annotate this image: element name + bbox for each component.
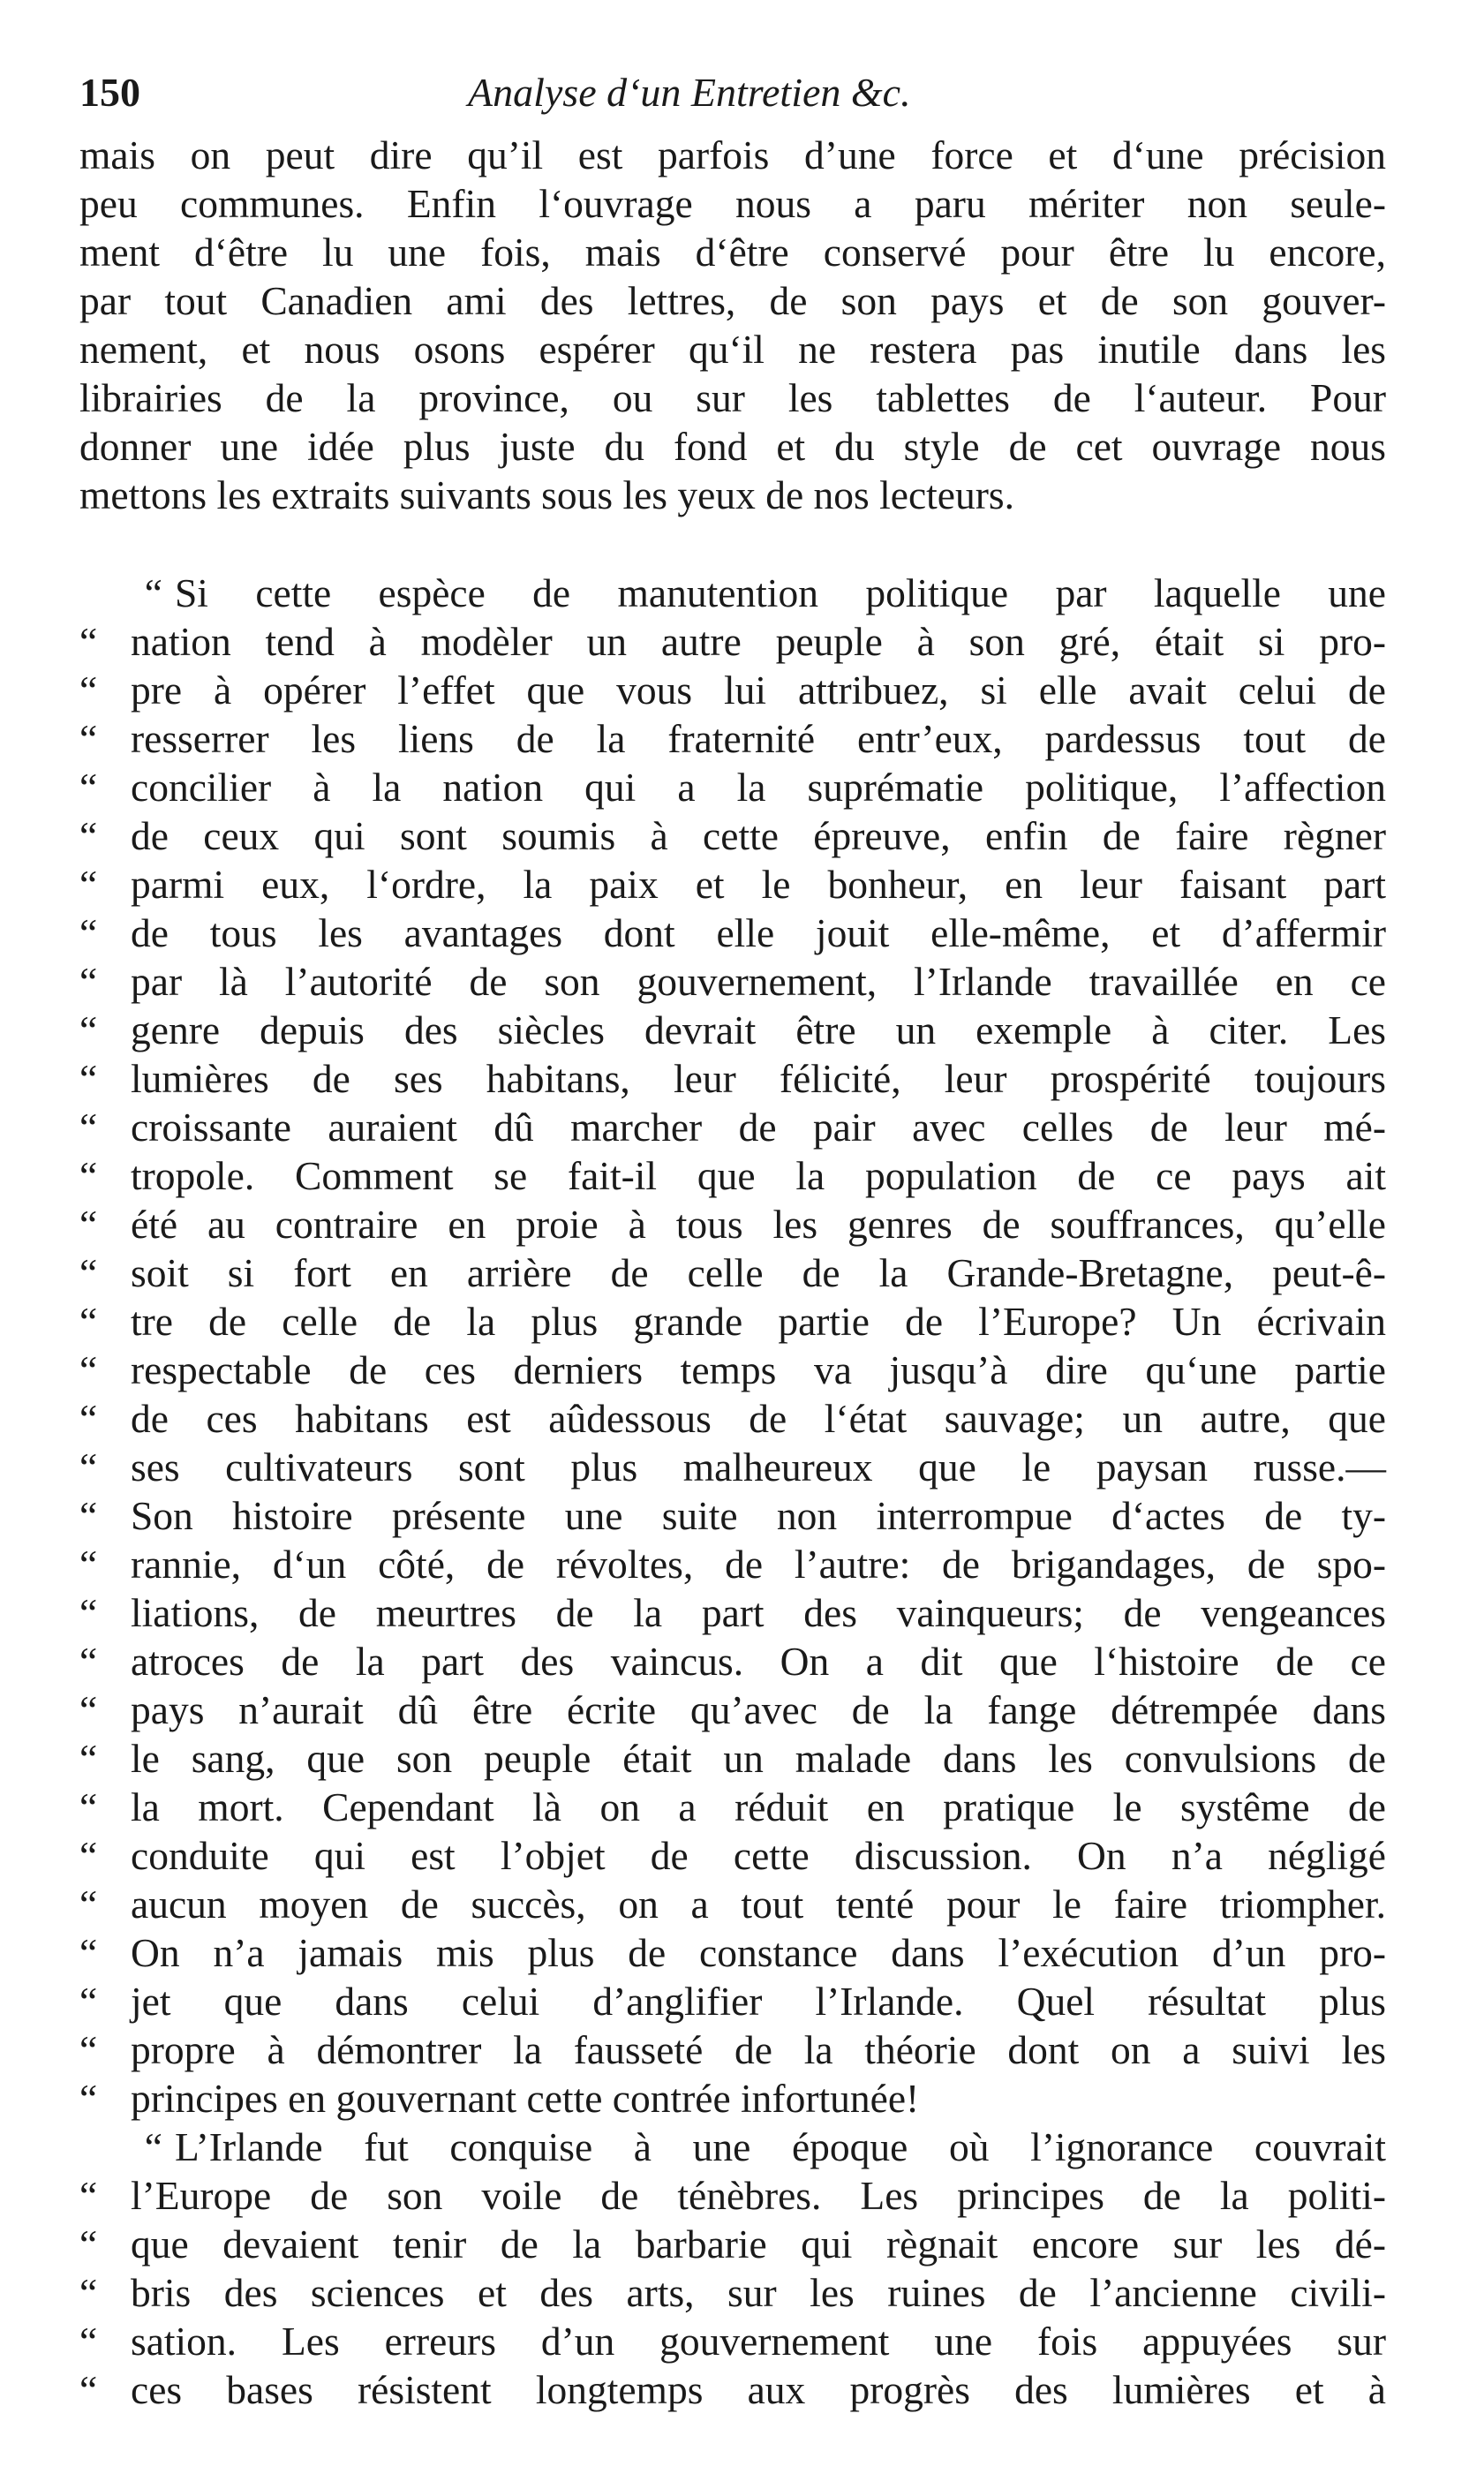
paragraph-gap xyxy=(79,519,1386,569)
quote-mark: “ xyxy=(79,1396,98,1441)
text-line: peu communes. Enfin l‘ouvrage nous a paru mériter non seule- xyxy=(79,181,1386,226)
quote-line xyxy=(79,1394,1386,1443)
quote-text: de ceux qui sont soumis à cette épreuve, enfin de faire règner xyxy=(131,813,1386,858)
quote-text: principes en gouvernant cette contrée infortunée! xyxy=(131,2076,920,2121)
quote-mark: “ xyxy=(79,1056,98,1101)
quote-line xyxy=(79,2365,1386,2414)
quote-mark: “ xyxy=(79,2270,98,2315)
quote-mark: “ xyxy=(79,2319,98,2364)
quote-line xyxy=(79,2268,1386,2317)
text-line: librairies de la province, ou sur les tablettes de l‘auteur. Pour xyxy=(79,375,1386,420)
quote-mark: “ xyxy=(144,570,162,615)
text-line: mais on peut dire qu’il est parfois d’une force et d‘une précision xyxy=(79,132,1386,177)
quote-mark: “ xyxy=(79,1979,98,2024)
quote-text: été au contraire en proie à tous les genres de souffrances, qu’elle xyxy=(131,1202,1386,1247)
quote-line xyxy=(79,957,1386,1006)
quote-text: propre à démontrer la fausseté de la théorie dont on a suivi les xyxy=(131,2027,1386,2072)
text-line: par tout Canadien ami des lettres, de son pays et de son gouver- xyxy=(79,278,1386,323)
quote-mark: “ xyxy=(79,716,98,761)
quote-text: parmi eux, l‘ordre, la paix et le bonheur, en leur faisant part xyxy=(131,862,1386,907)
quote-line xyxy=(79,1248,1386,1297)
quote-mark: “ xyxy=(79,813,98,858)
quote-text: le sang, que son peuple était un malade dans les convulsions de xyxy=(131,1736,1386,1781)
quote-line xyxy=(79,1686,1386,1734)
quote-mark: “ xyxy=(79,1687,98,1732)
quote-text: par là l’autorité de son gouvernement, l’Irlande travaillée en ce xyxy=(131,959,1386,1004)
quote-line xyxy=(79,569,1386,617)
quote-mark: “ xyxy=(79,1250,98,1295)
quote-mark: “ xyxy=(79,1784,98,1829)
text-line: mettons les extraits suivants sous les yeux de nos lecteurs. xyxy=(79,472,1014,517)
quote-mark: “ xyxy=(79,668,98,713)
quote-mark: “ xyxy=(79,1007,98,1052)
quote-line xyxy=(79,811,1386,860)
quote-line xyxy=(79,714,1386,763)
quote-mark: “ xyxy=(79,1347,98,1392)
quote-line xyxy=(79,1880,1386,1928)
quote-text: de ces habitans est aûdessous de l‘état sauvage; un autre, que xyxy=(131,1396,1386,1441)
quote-line xyxy=(79,1443,1386,1491)
quote-text: nation tend à modèler un autre peuple à son gré, était si pro- xyxy=(131,619,1386,664)
quote-line xyxy=(79,1831,1386,1880)
quote-mark: “ xyxy=(79,2367,98,2412)
quote-mark: “ xyxy=(79,1882,98,1927)
quote-line xyxy=(79,2171,1386,2220)
quote-mark: “ xyxy=(79,1736,98,1781)
quote-text: lumières de ses habitans, leur félicité, leur prospérité toujours xyxy=(131,1056,1386,1101)
text-line: nement, et nous osons espérer qu‘il ne restera pas inutile dans les xyxy=(79,327,1386,372)
quote-text: bris des sciences et des arts, sur les ruines de l’ancienne civili- xyxy=(131,2270,1386,2315)
quote-mark: “ xyxy=(79,2221,98,2266)
quote-text: On n’a jamais mis plus de constance dans l’exécution d’un pro- xyxy=(131,1930,1386,1975)
quote-mark: “ xyxy=(79,765,98,810)
quote-mark: “ xyxy=(79,1542,98,1587)
quote-line xyxy=(79,2317,1386,2365)
quote-line xyxy=(79,1540,1386,1588)
running-title: Analyse d‘un Entretien &c. xyxy=(468,70,911,115)
quote-line xyxy=(79,2220,1386,2268)
quote-mark: “ xyxy=(79,2027,98,2072)
quote-line xyxy=(79,666,1386,714)
quoted-extract xyxy=(79,569,1386,2414)
page-number: 150 xyxy=(79,70,140,115)
quote-line xyxy=(79,2123,1386,2171)
text-line: donner une idée plus juste du fond et du style de cet ouvrage nous xyxy=(79,424,1386,469)
quote-mark: “ xyxy=(79,1444,98,1490)
quote-text: l’Europe de son voile de ténèbres. Les principes de la politi- xyxy=(131,2173,1386,2218)
quote-text: L’Irlande fut conquise à une époque où l’ignorance couvrait xyxy=(175,2124,1386,2169)
quote-text: genre depuis des siècles devrait être un exemple à citer. Les xyxy=(131,1007,1386,1052)
quote-line xyxy=(79,1783,1386,1831)
quote-mark: “ xyxy=(79,910,98,955)
quote-text: soit si fort en arrière de celle de la Grande-Bretagne, peut-ê- xyxy=(131,1250,1386,1295)
quote-line xyxy=(79,1588,1386,1637)
quote-line xyxy=(79,1054,1386,1103)
quote-text: la mort. Cependant là on a réduit en pratique le systême de xyxy=(131,1784,1386,1829)
quote-mark: “ xyxy=(79,1639,98,1684)
quote-mark: “ xyxy=(79,2076,98,2121)
quote-mark: “ xyxy=(79,1493,98,1538)
book-page xyxy=(79,62,1386,2414)
quote-text: Si cette espèce de manutention politique par laquelle une xyxy=(175,570,1386,615)
quote-text: liations, de meurtres de la part des vainqueurs; de vengeances xyxy=(131,1590,1386,1635)
quote-mark: “ xyxy=(79,1105,98,1150)
quote-text: tre de celle de la plus grande partie de l’Europe? Un écrivain xyxy=(131,1299,1386,1344)
quote-line xyxy=(79,617,1386,666)
quote-text: tropole. Comment se fait-il que la population de ce pays ait xyxy=(131,1153,1386,1198)
quote-mark: “ xyxy=(79,1153,98,1198)
quote-text: pays n’aurait dû être écrite qu’avec de la fange détrempée dans xyxy=(131,1687,1386,1732)
quote-text: Son histoire présente une suite non interrompue d‘actes de ty- xyxy=(131,1493,1386,1538)
quote-text: jet que dans celui d’anglifier l’Irlande. Quel résultat plus xyxy=(131,1979,1386,2024)
quote-text: concilier à la nation qui a la suprématie politique, l’affection xyxy=(131,765,1386,810)
quote-text: resserrer les liens de la fraternité entr’eux, pardessus tout de xyxy=(131,716,1386,761)
quote-mark: “ xyxy=(79,2173,98,2218)
quote-mark: “ xyxy=(79,619,98,664)
text-line: ment d‘être lu une fois, mais d‘être conservé pour être lu encore, xyxy=(79,230,1386,275)
quote-text: sation. Les erreurs d’un gouvernement une fois appuyées sur xyxy=(131,2319,1386,2364)
quote-text: aucun moyen de succès, on a tout tenté pour le faire triompher. xyxy=(131,1882,1386,1927)
quote-line xyxy=(79,1491,1386,1540)
quote-mark: “ xyxy=(79,862,98,907)
quote-line xyxy=(79,860,1386,909)
quote-text: respectable de ces derniers temps va jusqu’à dire qu‘une partie xyxy=(131,1347,1386,1392)
quote-mark: “ xyxy=(79,1833,98,1878)
quote-mark: “ xyxy=(79,959,98,1004)
quote-line xyxy=(79,2025,1386,2074)
quote-text: que devaient tenir de la barbarie qui règnait encore sur les dé- xyxy=(131,2221,1386,2266)
quote-line xyxy=(79,763,1386,811)
quote-line xyxy=(79,1346,1386,1394)
quote-text: ces bases résistent longtemps aux progrès des lumières et à xyxy=(131,2367,1386,2412)
quote-line xyxy=(79,1006,1386,1054)
quote-mark: “ xyxy=(79,1299,98,1344)
quote-line xyxy=(79,2074,1386,2123)
intro-paragraph xyxy=(79,131,1386,519)
quote-text: ses cultivateurs sont plus malheureux que le paysan russe.— xyxy=(131,1444,1386,1490)
running-head xyxy=(79,62,1386,124)
quote-text: atroces de la part des vaincus. On a dit que l‘histoire de ce xyxy=(131,1639,1386,1684)
page-body xyxy=(79,131,1386,2414)
quote-line xyxy=(79,1734,1386,1783)
quote-line xyxy=(79,1103,1386,1151)
quote-mark: “ xyxy=(79,1590,98,1635)
quote-line xyxy=(79,1200,1386,1248)
quote-mark: “ xyxy=(79,1930,98,1975)
quote-text: pre à opérer l’effet que vous lui attribuez, si elle avait celui de xyxy=(131,668,1386,713)
quote-text: de tous les avantages dont elle jouit elle-même, et d’affermir xyxy=(131,910,1386,955)
quote-line xyxy=(79,1297,1386,1346)
quote-line xyxy=(79,909,1386,957)
quote-line xyxy=(79,1928,1386,1977)
quote-line xyxy=(79,1151,1386,1200)
quote-line xyxy=(79,1977,1386,2025)
quote-text: croissante auraient dû marcher de pair avec celles de leur mé- xyxy=(131,1105,1386,1150)
quote-text: rannie, d‘un côté, de révoltes, de l’autre: de brigandages, de spo- xyxy=(131,1542,1386,1587)
quote-line xyxy=(79,1637,1386,1686)
quote-mark: “ xyxy=(79,1202,98,1247)
quote-mark: “ xyxy=(144,2124,162,2169)
quote-text: conduite qui est l’objet de cette discussion. On n’a négligé xyxy=(131,1833,1386,1878)
